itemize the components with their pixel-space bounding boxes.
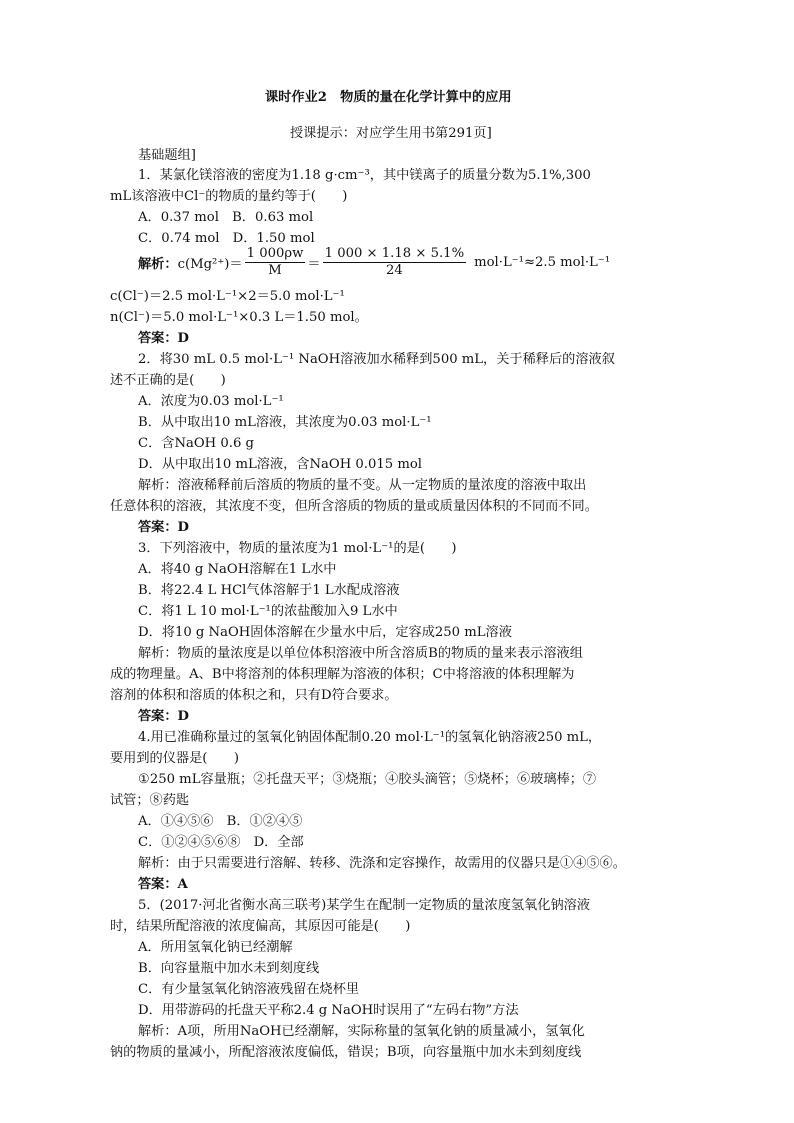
- q3-analysis-line3: 溶剂的体积和溶质的体积之和，只有D符合要求。: [110, 688, 398, 703]
- q2-option-d: D．从中取出10 mL溶液，含NaOH 0.015 mol: [138, 457, 423, 472]
- q4-items-line1: ①250 mL容量瓶；②托盘天平；③烧瓶；④胶头滴管；⑤烧杯；⑥玻璃棒；⑦: [138, 772, 597, 787]
- q1-calc-line3: n(Cl⁻)＝5.0 mol·L⁻¹×0.3 L＝1.50 mol。: [110, 310, 368, 325]
- q1-stem-line2: mL该溶液中Cl⁻的物质的量约等于( ): [110, 189, 348, 204]
- q4-items-line2: 试管；⑧药匙: [110, 793, 190, 808]
- q4-options-cd: C．①②④⑤⑥⑧ D．全部: [138, 835, 304, 850]
- q2-option-c: C．含NaOH 0.6 g: [138, 436, 254, 451]
- q1-analysis-formula: [138, 246, 610, 279]
- q4-answer: 答案：A: [138, 877, 188, 892]
- q5-analysis-line2: 钠的物质的量减小，所配溶液浓度偏低，错误；B项，向容量瓶中加水未到刻度线: [110, 1045, 582, 1060]
- q4-analysis: 解析：由于只需要进行溶解、转移、洗涤和定容操作，故需用的仪器只是①④⑤⑥。: [138, 856, 626, 871]
- q4-stem-line2: 要用到的仪器是( ): [110, 751, 239, 766]
- formula-lhs: c(Mg²⁺)＝: [177, 257, 243, 272]
- q3-option-c: C．将1 L 10 mol·L⁻¹的浓盐酸加入9 L水中: [138, 604, 398, 619]
- q5-option-a: A．所用氢氧化钠已经潮解: [138, 940, 293, 955]
- q2-answer: 答案：D: [138, 520, 189, 535]
- analysis-label: 解析：: [138, 257, 178, 272]
- q5-option-b: B．向容量瓶中加水未到刻度线: [138, 961, 320, 976]
- q5-analysis-line1: 解析：A项，所用NaOH已经潮解，实际称量的氢氧化钠的质量减小，氢氧化: [138, 1024, 585, 1039]
- q3-analysis-line1: 解析：物质的量浓度是以单位体积溶液中所含溶质B的物质的量来表示溶液组: [138, 646, 583, 661]
- q2-analysis-line1: 解析：溶液稀释前后溶质的物质的量不变。从一定物质的量浓度的溶液中取出: [138, 478, 587, 493]
- group-label: 基础题组]: [138, 148, 196, 163]
- fraction-2-denominator: 24: [385, 263, 403, 278]
- fraction-2: [323, 246, 467, 279]
- fraction-2-numerator: 1 000 × 1.18 × 5.1%: [324, 246, 465, 261]
- q2-option-a: A．浓度为0.03 mol·L⁻¹: [138, 394, 284, 409]
- page-hint: 授课提示：对应学生用书第291页]: [290, 126, 492, 141]
- q2-analysis-line2: 任意体积的溶液，其浓度不变，但所含溶质的物质的量或质量因体积的不同而不同。: [110, 499, 598, 514]
- q3-analysis-line2: 成的物理量。A、B中将溶剂的体积理解为溶液的体积；C中将溶液的体积理解为: [110, 667, 575, 682]
- fraction-1: [245, 246, 306, 279]
- q3-option-a: A．将40 g NaOH溶解在1 L水中: [138, 562, 337, 577]
- q5-stem-line1: 5．(2017·河北省衡水高三联考)某学生在配制一定物质的量浓度氢氧化钠溶液: [138, 898, 591, 913]
- page-title: 课时作业2 物质的量在化学计算中的应用: [265, 90, 512, 105]
- q2-option-b: B．从中取出10 mL溶液，其浓度为0.03 mol·L⁻¹: [138, 415, 432, 430]
- q5-stem-line2: 时，结果所配溶液的浓度偏高，其原因可能是( ): [110, 919, 411, 934]
- q2-stem-line1: 2．将30 mL 0.5 mol·L⁻¹ NaOH溶液加水稀释到500 mL，关于稀释后的溶液叙: [138, 352, 615, 367]
- q3-stem: 3．下列溶液中，物质的量浓度为1 mol·L⁻¹的是( ): [138, 541, 457, 556]
- q4-stem-line1: 4.用已准确称量过的氢氧化钠固体配制0.20 mol·L⁻¹的氢氧化钠溶液250 mL，: [138, 730, 602, 745]
- q5-option-c: C．有少量氢氧化钠溶液残留在烧杯里: [138, 982, 360, 997]
- q1-answer: 答案：D: [138, 331, 189, 346]
- q1-options-ab: A．0.37 mol B．0.63 mol: [138, 210, 314, 225]
- formula-rhs: mol·L⁻¹≈2.5 mol·L⁻¹: [474, 255, 611, 270]
- q3-option-d: D．将10 g NaOH固体溶解在少量水中后，定容成250 mL溶液: [138, 625, 512, 640]
- q3-option-b: B．将22.4 L HCl气体溶解于1 L水配成溶液: [138, 583, 400, 598]
- q1-options-cd: C．0.74 mol D．1.50 mol: [138, 231, 315, 246]
- fraction-1-numerator: 1 000ρw: [246, 246, 304, 261]
- q1-calc-line2: c(Cl⁻)＝2.5 mol·L⁻¹×2＝5.0 mol·L⁻¹: [110, 289, 345, 304]
- q5-option-d: D．用带游码的托盘天平称2.4 g NaOH时误用了“左码右物”方法: [138, 1003, 519, 1018]
- fraction-1-denominator: M: [268, 263, 282, 278]
- q4-options-ab: A．①④⑤⑥ B．①②④⑤: [138, 814, 303, 829]
- q1-stem-line1: 1．某氯化镁溶液的密度为1.18 g·cm⁻³，其中镁离子的质量分数为5.1%,300: [138, 168, 591, 183]
- formula-equals: ＝: [307, 257, 321, 272]
- q3-answer: 答案：D: [138, 709, 189, 724]
- q2-stem-line2: 述不正确的是( ): [110, 373, 226, 388]
